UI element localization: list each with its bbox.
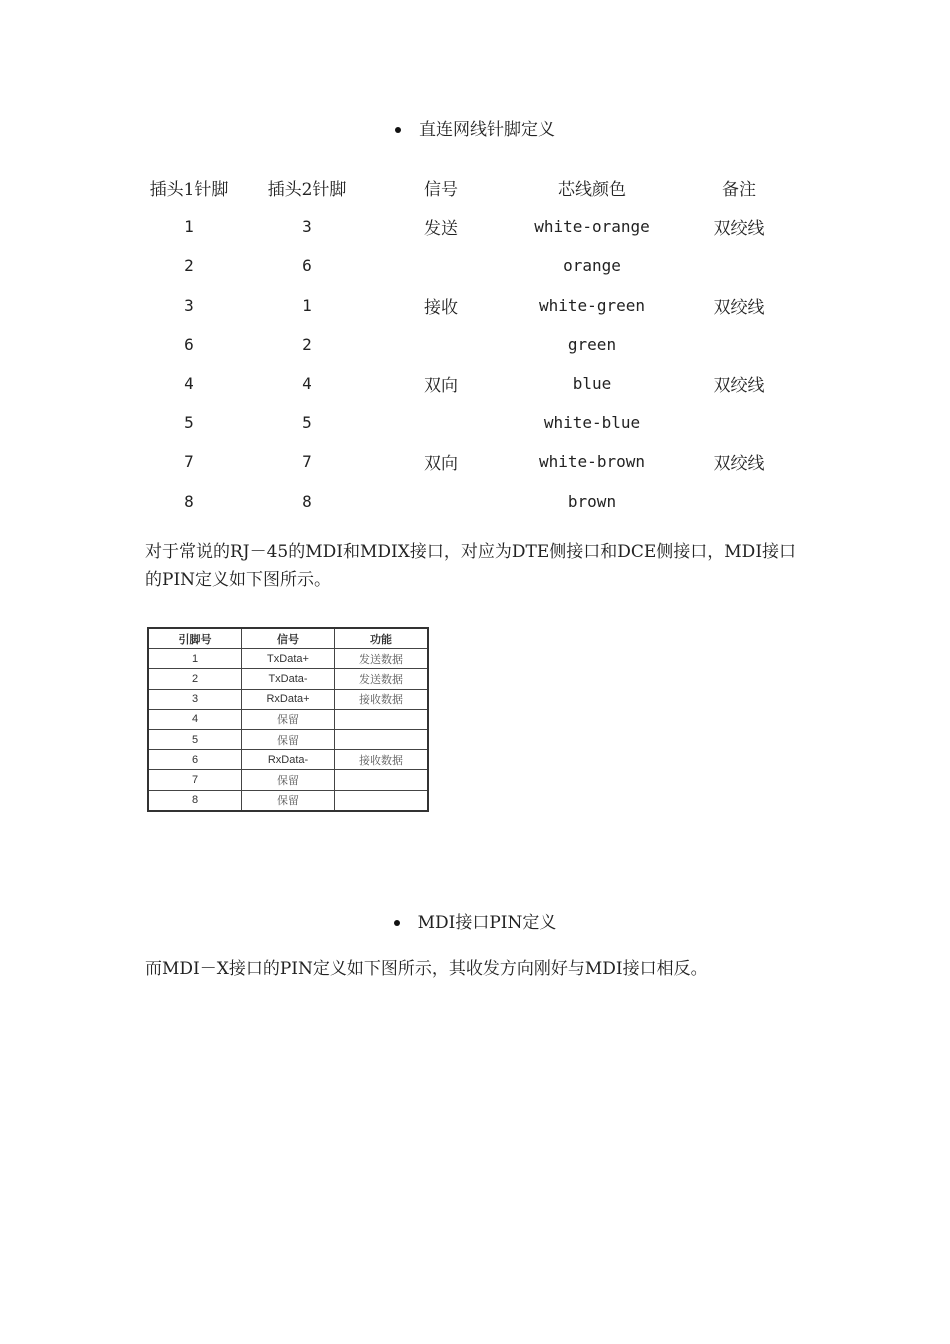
bullet-icon	[395, 127, 401, 133]
col-header-signal: 信号	[424, 180, 458, 201]
cell-signal: 双向	[424, 454, 458, 475]
cell-color: brown	[567, 491, 617, 511]
cell-plug2: 8	[302, 491, 312, 511]
cell-pin: 5	[148, 729, 242, 749]
table-row	[148, 770, 428, 790]
cell-plug1: 1	[184, 217, 194, 237]
cell-function	[335, 770, 429, 790]
cell-remark	[668, 246, 810, 285]
cell-remark: 双绞线	[713, 219, 765, 240]
mdi-pin-definition-table	[147, 627, 429, 812]
cell-pin: 7	[148, 770, 242, 790]
cell-signal: 保留	[242, 709, 335, 729]
table-row	[148, 709, 428, 729]
cell-pin: 1	[148, 649, 242, 669]
col-header-remark: 备注	[722, 180, 756, 201]
cell-remark: 双绞线	[713, 454, 765, 475]
cell-signal: RxData-	[242, 750, 335, 770]
cell-color: green	[567, 334, 617, 354]
table-row	[130, 482, 810, 521]
cell-pin: 2	[148, 669, 242, 689]
cell-function	[335, 790, 429, 811]
cell-plug2: 6	[302, 256, 312, 276]
cell-signal	[366, 246, 516, 285]
cell-plug1: 6	[184, 334, 194, 354]
table-row	[148, 790, 428, 811]
table-header-row	[130, 168, 810, 207]
cell-plug1: 3	[184, 295, 194, 315]
cell-plug1: 4	[184, 374, 194, 394]
cell-function	[335, 729, 429, 749]
cell-plug2: 3	[302, 217, 312, 237]
cell-plug1: 8	[184, 491, 194, 511]
table-row	[130, 207, 810, 246]
section-heading-straight-cable	[0, 115, 950, 140]
table-row	[148, 689, 428, 709]
cell-signal: 接收	[424, 297, 458, 318]
cell-plug1: 5	[184, 413, 194, 433]
straight-cable-pin-table	[130, 168, 810, 521]
cell-function	[335, 709, 429, 729]
cell-plug2: 5	[302, 413, 312, 433]
cell-signal	[366, 482, 516, 521]
cell-plug2: 1	[302, 295, 312, 315]
cell-remark: 双绞线	[713, 297, 765, 318]
cell-plug1: 2	[184, 256, 194, 276]
bullet-icon	[394, 920, 400, 926]
cell-remark: 双绞线	[713, 376, 765, 397]
heading-text: MDI接口PIN定义	[417, 913, 557, 933]
cell-color: white-brown	[539, 452, 645, 472]
table-row	[130, 403, 810, 442]
cell-signal: TxData+	[242, 649, 335, 669]
cell-remark	[668, 325, 810, 364]
cell-color: white-blue	[543, 413, 641, 433]
table-row	[130, 325, 810, 364]
table-row	[148, 669, 428, 689]
cell-function: 发送数据	[335, 669, 429, 689]
cell-signal	[366, 325, 516, 364]
cell-signal: TxData-	[242, 669, 335, 689]
cell-signal: RxData+	[242, 689, 335, 709]
cell-color: white-green	[539, 295, 645, 315]
cell-function: 接收数据	[335, 689, 429, 709]
cell-signal: 双向	[424, 376, 458, 397]
heading-text: 直连网线针脚定义	[419, 120, 555, 140]
cell-color: orange	[563, 256, 621, 276]
cell-plug2: 7	[302, 452, 312, 472]
cell-remark	[668, 403, 810, 442]
table-row	[130, 442, 810, 481]
cell-function: 接收数据	[335, 750, 429, 770]
cell-signal: 保留	[242, 729, 335, 749]
cell-signal: 保留	[242, 770, 335, 790]
cell-pin: 3	[148, 689, 242, 709]
col-header-signal: 信号	[242, 628, 335, 649]
cell-remark	[668, 482, 810, 521]
col-header-wire-color: 芯线颜色	[558, 180, 626, 201]
paragraph-mdix-intro: 而MDI－X接口的PIN定义如下图所示，其收发方向刚好与MDI接口相反。	[145, 959, 708, 979]
table-row	[130, 364, 810, 403]
table-row	[130, 246, 810, 285]
col-header-pin-number: 引脚号	[148, 628, 242, 649]
col-header-function: 功能	[335, 628, 429, 649]
cell-function: 发送数据	[335, 649, 429, 669]
table-row	[148, 729, 428, 749]
cell-pin: 6	[148, 750, 242, 770]
cell-plug2: 2	[302, 334, 312, 354]
table-row	[148, 649, 428, 669]
cell-plug2: 4	[302, 374, 312, 394]
table-header-row	[148, 628, 428, 649]
table-row	[148, 750, 428, 770]
section-heading-mdi-pin	[0, 908, 950, 933]
cell-signal: 发送	[424, 219, 458, 240]
col-header-plug1-pin: 插头1针脚	[149, 180, 229, 201]
cell-signal: 保留	[242, 790, 335, 811]
cell-color: white-orange	[534, 217, 650, 237]
cell-plug1: 7	[184, 452, 194, 472]
cell-pin: 4	[148, 709, 242, 729]
cell-pin: 8	[148, 790, 242, 811]
cell-signal	[366, 403, 516, 442]
col-header-plug2-pin: 插头2针脚	[267, 180, 347, 201]
cell-color: blue	[572, 374, 612, 394]
table-row	[130, 286, 810, 325]
paragraph-mdi-intro: 对于常说的RJ－45的MDI和MDIX接口，对应为DTE侧接口和DCE侧接口，MDI接口的PIN定义如下图所示。	[145, 542, 797, 590]
